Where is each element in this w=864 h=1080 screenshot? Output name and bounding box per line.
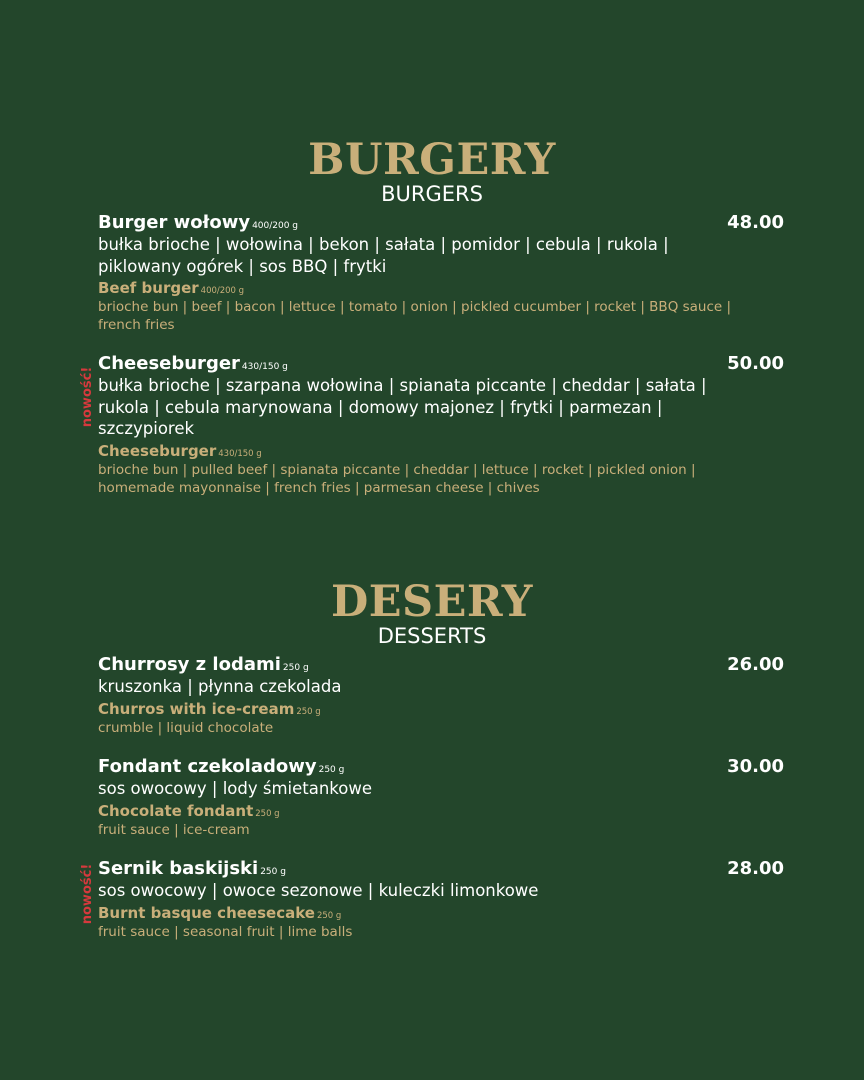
- item-name: Sernik baskijski: [98, 858, 259, 879]
- new-badge: nowość!: [80, 863, 95, 925]
- item-name-en-row: [98, 441, 784, 461]
- item-name-en: Chocolate fondant: [98, 801, 254, 820]
- item-name-en-row: [98, 278, 784, 298]
- item-name-row: [98, 353, 784, 375]
- item-weight: 250 g: [260, 867, 286, 877]
- item-name-en: Cheeseburger: [98, 442, 217, 461]
- item-name-en-row: [98, 801, 784, 821]
- item-description-pl: sos owocowy | lody śmietankowe: [98, 779, 373, 798]
- item-price: 28.00: [727, 858, 784, 879]
- item-description-en: crumble | liquid chocolate: [98, 719, 274, 736]
- desserts-title: DESERY: [330, 577, 533, 627]
- menu-item-beef-burger: [98, 212, 784, 334]
- item-name: Fondant czekoladowy: [98, 756, 317, 777]
- item-weight: 400/200 g: [252, 221, 299, 231]
- item-name-en: Beef burger: [98, 279, 199, 298]
- burgers-section-header: [0, 135, 864, 206]
- item-name-row: [98, 858, 784, 880]
- item-description-pl: sos owocowy | owoce sezonowe | kuleczki limonkowe: [98, 881, 539, 900]
- item-weight-en: 430/150 g: [218, 449, 262, 460]
- item-price: 26.00: [727, 654, 784, 675]
- item-description-en: brioche bun | beef | bacon | lettuce | tomato | onion | pickled cucumber | rocket | BBQ sauce | french fries: [98, 299, 732, 334]
- item-weight-en: 250 g: [255, 808, 280, 819]
- menu-item-fondant: [98, 756, 784, 839]
- item-weight: 250 g: [282, 663, 309, 673]
- item-weight-en: 400/200 g: [200, 286, 245, 297]
- item-name: Burger wołowy: [98, 212, 251, 233]
- menu-item-cheeseburger: [98, 353, 784, 497]
- item-name-en: Churros with ice-cream: [98, 699, 295, 718]
- item-name-en: Burnt basque cheesecake: [98, 903, 315, 922]
- item-weight: 250 g: [318, 765, 345, 775]
- item-price: 50.00: [727, 353, 784, 374]
- item-weight-en: 250 g: [296, 706, 321, 717]
- item-name-row: [98, 756, 784, 778]
- item-name-row: [98, 654, 784, 676]
- item-description-en: fruit sauce | ice-cream: [98, 821, 250, 838]
- item-price: 30.00: [727, 756, 784, 777]
- burgers-subtitle: BURGERS: [381, 182, 483, 206]
- item-description-pl: bułka brioche | szarpana wołowina | spianata piccante | cheddar | sałata | rukola | cebula marynowana | domowy majonez | frytki | parmezan | szczypiorek: [98, 376, 707, 439]
- item-name: Cheeseburger: [98, 353, 240, 374]
- item-price: 48.00: [727, 212, 784, 233]
- item-description-pl: bułka brioche | wołowina | bekon | sałata | pomidor | cebula | rukola | piklowany ogórek | sos BBQ | frytki: [98, 235, 669, 276]
- item-weight: 430/150 g: [241, 362, 288, 372]
- item-weight-en: 250 g: [316, 910, 342, 921]
- item-description-pl: kruszonka | płynna czekolada: [98, 677, 342, 696]
- item-name-en-row: [98, 903, 784, 923]
- menu-item-churros: [98, 654, 784, 737]
- item-description-en: fruit sauce | seasonal fruit | lime balls: [98, 923, 353, 940]
- desserts-section-header: [0, 577, 864, 648]
- menu-item-cheesecake: [98, 858, 784, 941]
- new-badge: nowość!: [80, 366, 95, 428]
- item-name-en-row: [98, 699, 784, 719]
- item-description-en: brioche bun | pulled beef | spianata piccante | cheddar | lettuce | rocket | pickled onion | homemade mayonnaise | french fries | parmesan cheese | chives: [98, 462, 696, 497]
- item-name-row: [98, 212, 784, 234]
- desserts-subtitle: DESSERTS: [377, 624, 487, 648]
- item-name: Churrosy z lodami: [98, 654, 281, 675]
- burgers-title: BURGERY: [308, 135, 556, 185]
